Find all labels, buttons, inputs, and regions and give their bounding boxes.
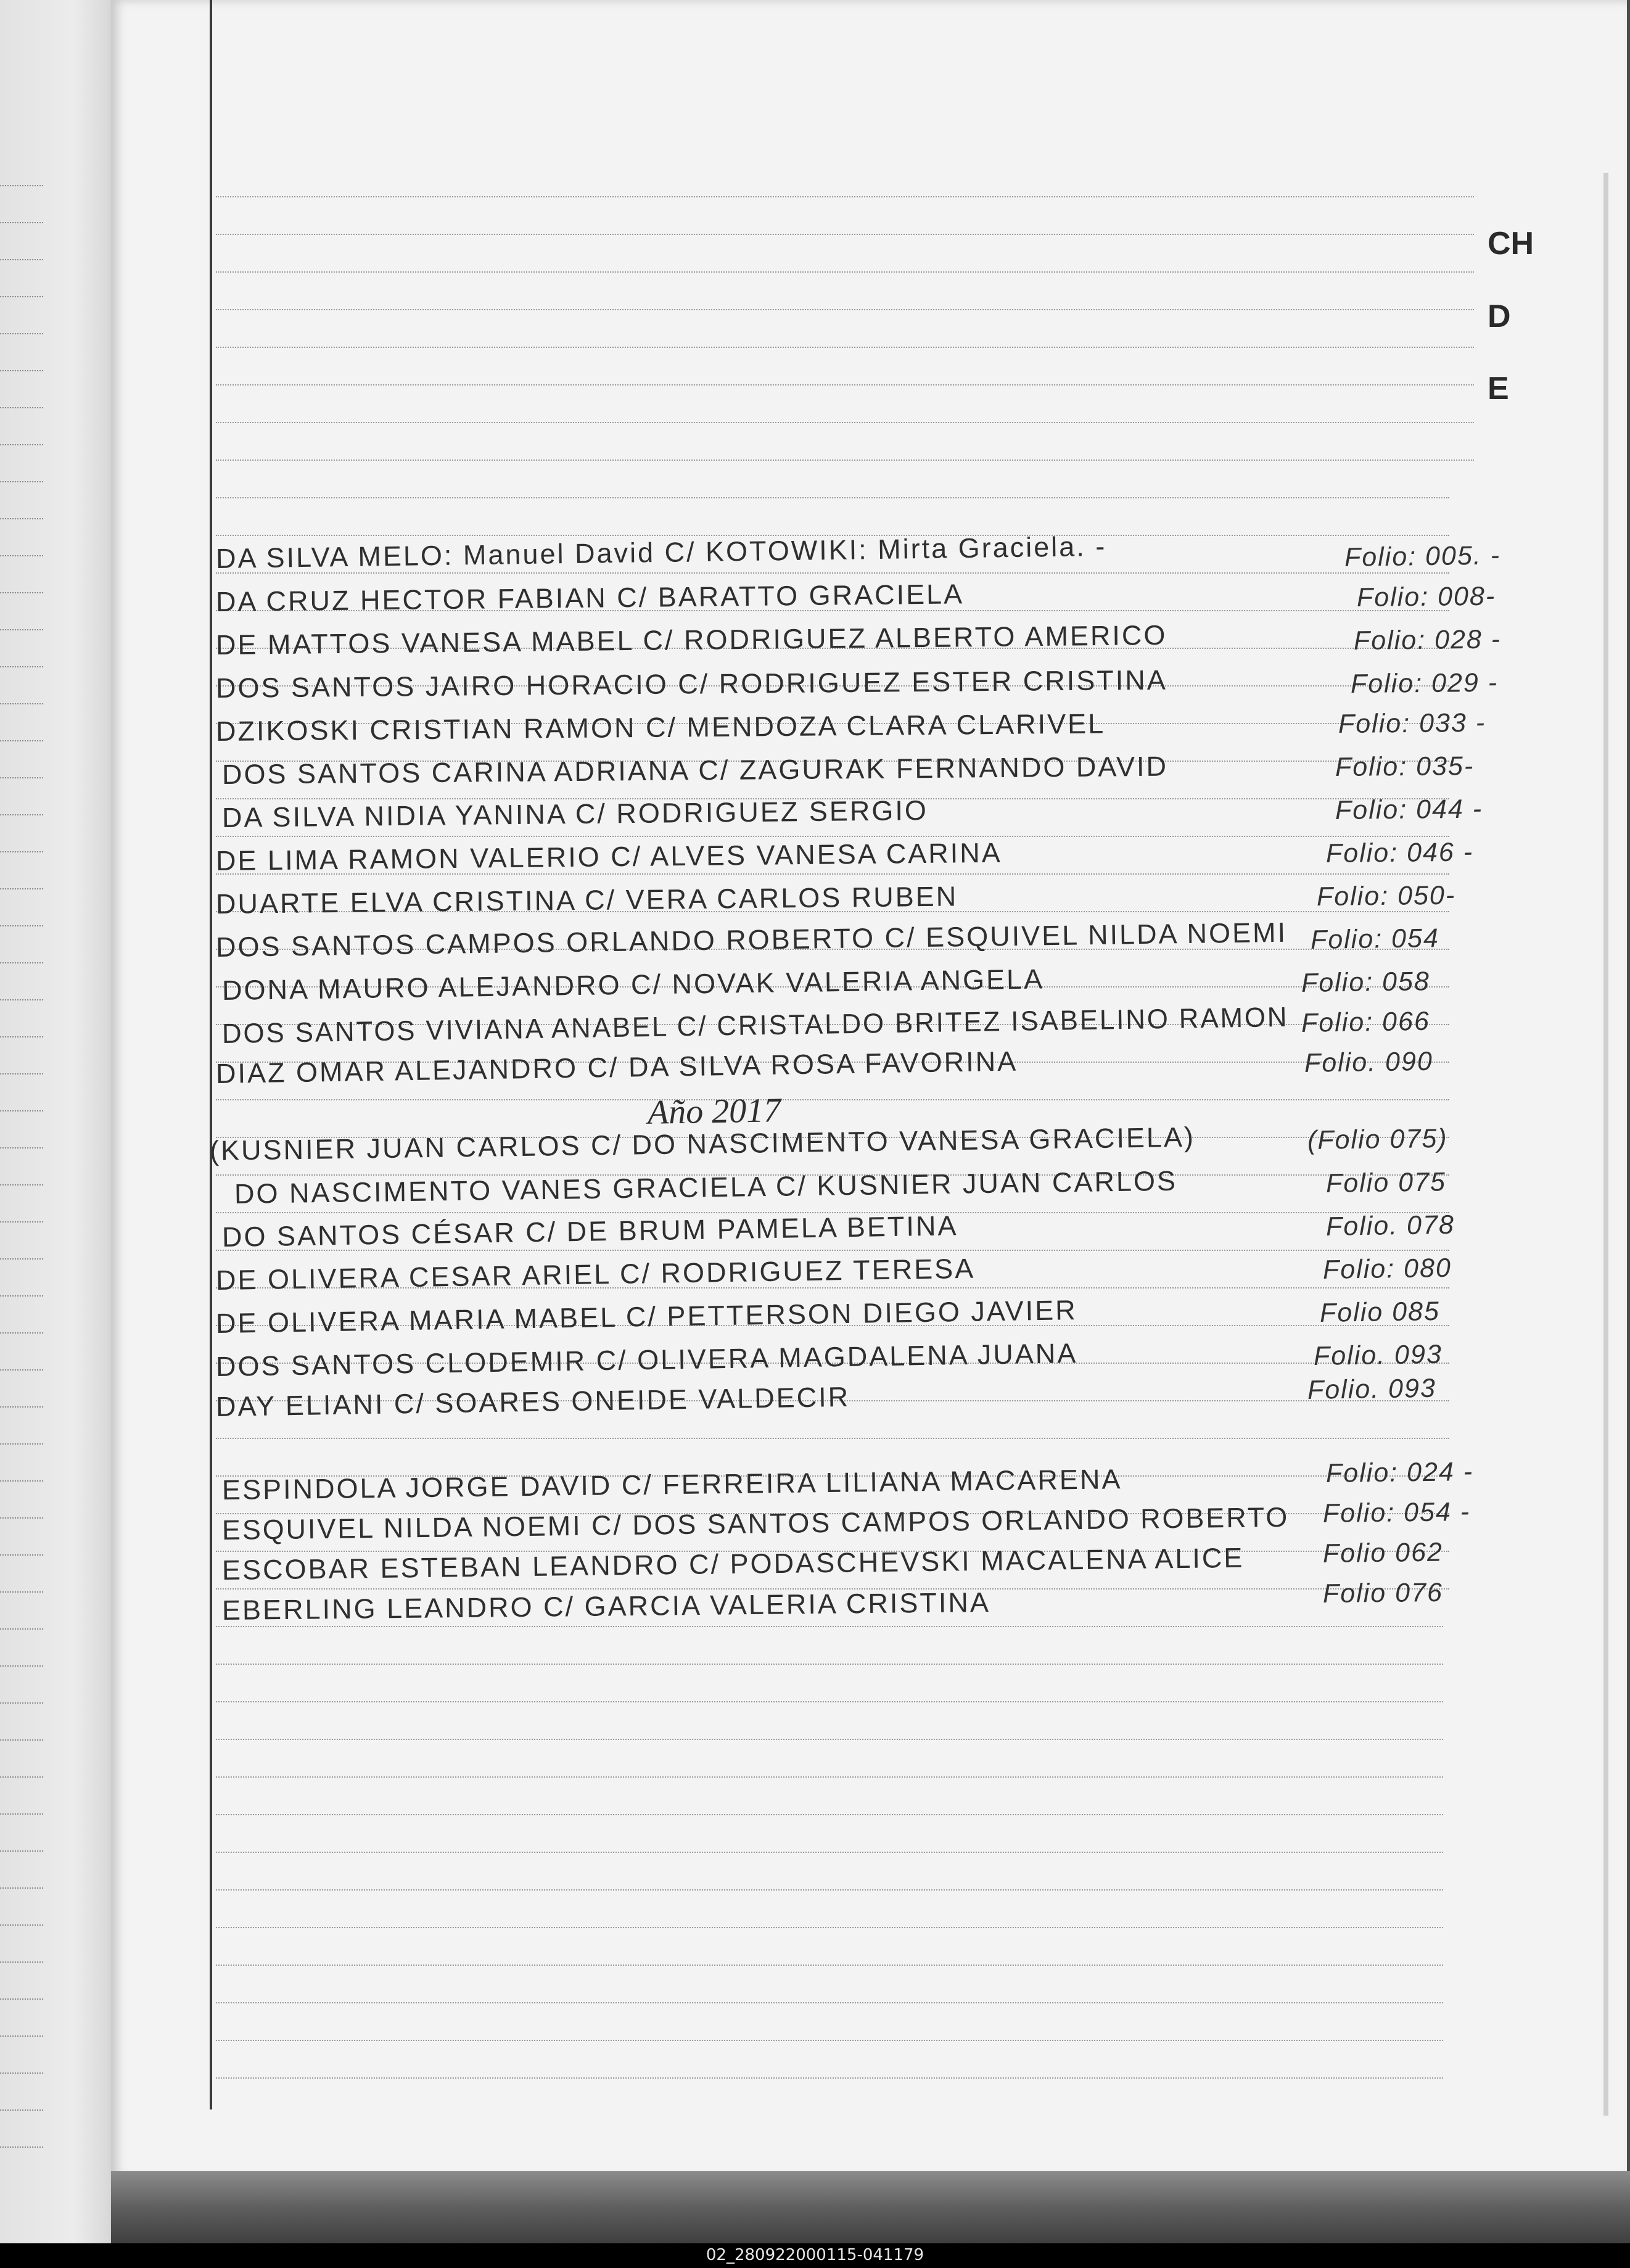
entry-folio: Folio. 090 — [1304, 1046, 1434, 1078]
ruled-line — [216, 422, 1474, 423]
entry-name: DO SANTOS CÉSAR C/ DE BRUM PAMELA BETINA — [221, 1210, 958, 1253]
facing-page-line — [0, 1480, 43, 1482]
facing-page-line — [0, 851, 43, 852]
facing-page-line — [0, 1443, 43, 1445]
ruled-line — [216, 497, 1449, 498]
entry-folio: Folio: 046 - — [1325, 837, 1474, 868]
facing-page-line — [0, 1628, 43, 1630]
footer-caption: 02_280922000115-041179 — [706, 2246, 924, 2264]
facing-page-line — [0, 333, 43, 334]
facing-page-line — [0, 1295, 43, 1297]
facing-page-line — [0, 1702, 43, 1704]
facing-page-line — [0, 444, 43, 445]
entry-name: DIAZ OMAR ALEJANDRO C/ DA SILVA ROSA FAVORINA — [215, 1045, 1018, 1089]
entry-folio: Folio 085 — [1319, 1296, 1441, 1328]
facing-page-line — [0, 777, 43, 778]
margin-rule — [210, 0, 212, 2109]
facing-page-line — [0, 555, 43, 556]
ruled-line — [216, 572, 1449, 574]
ruled-line — [216, 2077, 1443, 2079]
facing-page-line — [0, 1258, 43, 1260]
entry-folio: Folio: 008- — [1356, 581, 1496, 612]
facing-page-line — [0, 740, 43, 741]
facing-page-line — [0, 370, 43, 371]
ruled-line — [216, 2002, 1443, 2003]
facing-page-line — [0, 222, 43, 223]
facing-page-line — [0, 1739, 43, 1741]
ruled-line — [216, 234, 1474, 235]
ruled-line — [216, 309, 1474, 310]
facing-page-line — [0, 259, 43, 260]
facing-page-line — [0, 1998, 43, 2000]
ruled-line — [216, 1739, 1443, 1740]
year-heading: Año 2017 — [647, 1091, 781, 1132]
page-bottom-edge — [111, 2171, 1630, 2243]
ruled-line — [216, 347, 1474, 348]
ruled-line — [216, 1852, 1443, 1853]
entry-name: DUARTE ELVA CRISTINA C/ VERA CARLOS RUBEN — [215, 880, 958, 920]
facing-page-line — [0, 1369, 43, 1371]
facing-page-line — [0, 962, 43, 963]
entry-folio: Folio: 028 - — [1353, 624, 1502, 656]
facing-page-line — [0, 1406, 43, 1408]
facing-page-line — [0, 1850, 43, 1852]
facing-page-line — [0, 629, 43, 630]
entry-name: ESCOBAR ESTEBAN LEANDRO C/ PODASCHEVSKI MACALENA ALICE — [221, 1541, 1245, 1586]
ruled-line — [216, 1814, 1443, 1815]
entry-name: (KUSNIER JUAN CARLOS C/ DO NASCIMENTO VANESA GRACIELA) — [209, 1121, 1196, 1166]
facing-page-line — [0, 999, 43, 1000]
ruled-line — [216, 271, 1474, 273]
facing-page-line — [0, 1776, 43, 1778]
facing-page-line — [0, 296, 43, 297]
entry-folio: Folio 076 — [1322, 1577, 1444, 1609]
facing-page — [0, 0, 117, 2243]
entry-name: EBERLING LEANDRO C/ GARCIA VALERIA CRISTINA — [221, 1586, 991, 1626]
entry-folio: Folio: 054 - — [1322, 1497, 1471, 1528]
facing-page-line — [0, 1554, 43, 1556]
facing-page-line — [0, 1591, 43, 1593]
entry-name: DO NASCIMENTO VANES GRACIELA C/ KUSNIER JUAN CARLOS — [234, 1165, 1178, 1210]
entry-name: DZIKOSKI CRISTIAN RAMON C/ MENDOZA CLARA CLARIVEL — [215, 707, 1106, 747]
facing-page-line — [0, 703, 43, 704]
entry-name: DA SILVA NIDIA YANINA C/ RODRIGUEZ SERGIO — [221, 794, 929, 833]
facing-page-line — [0, 1221, 43, 1223]
entry-name: DOS SANTOS VIVIANA ANABEL C/ CRISTALDO BRITEZ ISABELINO RAMON — [221, 1000, 1289, 1049]
facing-page-line — [0, 2146, 43, 2148]
facing-page-line — [0, 481, 43, 482]
entry-name: DOS SANTOS JAIRO HORACIO C/ RODRIGUEZ ESTER CRISTINA — [215, 664, 1167, 704]
entry-name: ESPINDOLA JORGE DAVID C/ FERREIRA LILIANA MACARENA — [221, 1463, 1122, 1506]
entry-folio: Folio. 078 — [1325, 1210, 1455, 1242]
entry-name: DOS SANTOS CARINA ADRIANA C/ ZAGURAK FERNANDO DAVID — [221, 750, 1169, 790]
entry-folio: (Folio 075) — [1307, 1123, 1448, 1155]
facing-page-line — [0, 1665, 43, 1667]
entry-folio: Folio: 024 - — [1325, 1457, 1474, 1488]
facing-page-line — [0, 2072, 43, 2074]
ruled-line — [216, 1664, 1443, 1665]
ruled-line — [216, 1626, 1443, 1627]
entry-name: DAY ELIANI C/ SOARES ONEIDE VALDECIR — [215, 1380, 850, 1422]
facing-page-line — [0, 1184, 43, 1186]
facing-page-line — [0, 814, 43, 815]
ruled-line — [216, 1889, 1443, 1891]
entry-folio: Folio: 044 - — [1335, 794, 1483, 825]
ruled-line — [216, 1776, 1443, 1778]
entry-name: DE OLIVERA CESAR ARIEL C/ RODRIGUEZ TERESA — [215, 1252, 976, 1296]
index-tab-ch: CH — [1488, 226, 1534, 262]
facing-page-line — [0, 1961, 43, 1963]
facing-page-line — [0, 666, 43, 667]
entry-folio: Folio. 093 — [1313, 1339, 1443, 1371]
ruled-line — [216, 1438, 1449, 1439]
entry-name: DA CRUZ HECTOR FABIAN C/ BARATTO GRACIELA — [215, 578, 965, 617]
ruled-line — [216, 1965, 1443, 1966]
facing-page-line — [0, 1147, 43, 1148]
entry-folio: Folio: 005. - — [1344, 540, 1501, 572]
entry-folio: Folio 062 — [1322, 1537, 1444, 1569]
facing-page-line — [0, 518, 43, 519]
entry-folio: Folio: 033 - — [1338, 707, 1486, 739]
ruled-line — [216, 836, 1449, 837]
facing-page-line — [0, 2035, 43, 2037]
facing-page-line — [0, 1073, 43, 1074]
entry-folio: Folio: 050- — [1316, 880, 1456, 912]
entry-folio: Folio. 093 — [1307, 1373, 1437, 1405]
entry-folio: Folio: 080 — [1322, 1253, 1452, 1285]
facing-page-line — [0, 592, 43, 593]
entry-name: DE MATTOS VANESA MABEL C/ RODRIGUEZ ALBERTO AMERICO — [215, 619, 1167, 661]
ruled-line — [216, 1099, 1449, 1100]
facing-page-line — [0, 888, 43, 889]
ruled-line — [216, 1927, 1443, 1928]
page-right-edge — [1603, 173, 1608, 2116]
entry-name: ESQUIVEL NILDA NOEMI C/ DOS SANTOS CAMPOS ORLANDO ROBERTO — [221, 1501, 1290, 1546]
ruled-line — [216, 384, 1474, 386]
facing-page-line — [0, 1036, 43, 1037]
facing-page-line — [0, 1332, 43, 1334]
entry-folio: Folio: 054 — [1310, 923, 1440, 955]
ruled-line — [216, 2040, 1443, 2041]
entry-name: DOS SANTOS CAMPOS ORLANDO ROBERTO C/ ESQUIVEL NILDA NOEMI — [215, 916, 1288, 963]
facing-page-line — [0, 925, 43, 926]
entry-folio: Folio 075 — [1325, 1167, 1447, 1198]
entry-folio: Folio: 035- — [1335, 751, 1475, 782]
facing-page-line — [0, 407, 43, 408]
ruled-line — [216, 1701, 1443, 1702]
ruled-line — [216, 196, 1474, 197]
facing-page-line — [0, 1924, 43, 1926]
entry-folio: Folio: 058 — [1301, 967, 1431, 998]
entry-name: DOS SANTOS CLODEMIR C/ OLIVERA MAGDALENA JUANA — [215, 1337, 1078, 1382]
ruled-line — [216, 460, 1474, 461]
entry-folio: Folio: 066 — [1301, 1006, 1431, 1038]
entry-name: DE LIMA RAMON VALERIO C/ ALVES VANESA CARINA — [215, 836, 1003, 876]
facing-page-line — [0, 1517, 43, 1519]
facing-page-line — [0, 1813, 43, 1815]
index-tab-d: D — [1488, 299, 1511, 334]
entry-name: DA SILVA MELO: Manuel David C/ KOTOWIKI: Mirta Graciela. - — [215, 530, 1107, 574]
ledger-page — [111, 0, 1627, 2177]
entry-name: DONA MAURO ALEJANDRO C/ NOVAK VALERIA ANGELA — [221, 963, 1045, 1006]
facing-page-line — [0, 185, 43, 186]
footer-bar — [0, 2243, 1630, 2268]
index-tab-e: E — [1488, 371, 1509, 406]
facing-page-line — [0, 2109, 43, 2111]
facing-page-line — [0, 1110, 43, 1111]
facing-page-line — [0, 1887, 43, 1889]
entry-name: DE OLIVERA MARIA MABEL C/ PETTERSON DIEGO JAVIER — [215, 1294, 1078, 1339]
entry-folio: Folio: 029 - — [1350, 667, 1499, 699]
